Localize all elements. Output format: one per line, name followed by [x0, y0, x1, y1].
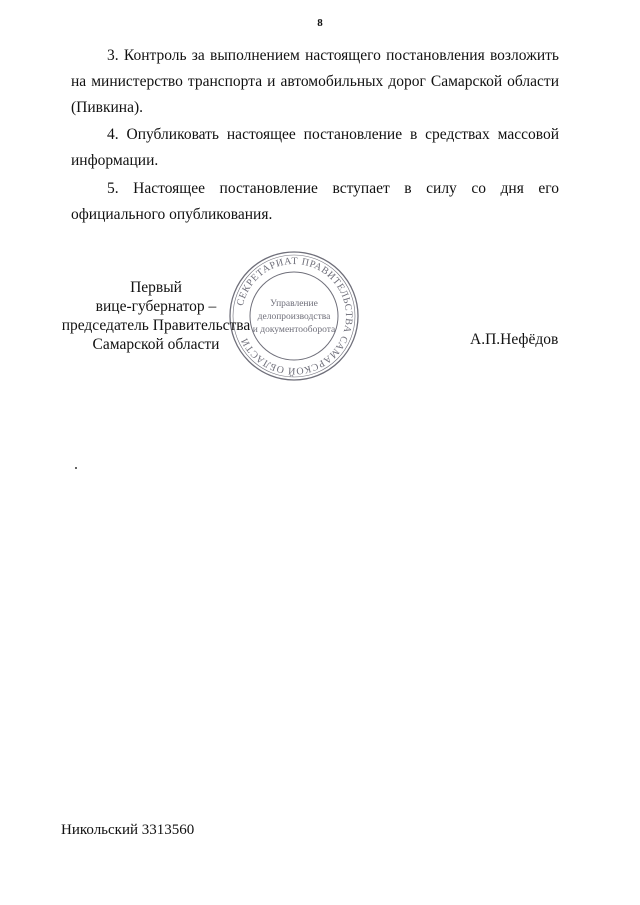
- paragraph-5: [71, 176, 559, 228]
- signer-title: [56, 278, 256, 354]
- signer-title-line: Самарской области: [92, 336, 220, 353]
- paragraph-line: информации.: [71, 152, 159, 169]
- seal-center-line: и документооборота: [252, 325, 336, 335]
- signer-title-line: вице-губернатор –: [95, 298, 217, 315]
- seal-center-line: Управление: [270, 299, 318, 309]
- seal-ring-text: СЕКРЕТАРИАТ ПРАВИТЕЛЬСТВА САМАРСКОЙ ОБЛАСТИ: [235, 255, 355, 377]
- paragraph-line: (Пивкина).: [71, 99, 144, 116]
- executor-note: Никольский 3313560: [61, 822, 195, 838]
- paragraph-line: 4. Опубликовать настоящее постановление в средствах массовой: [107, 126, 559, 143]
- signer-title-line: председатель Правительства: [61, 317, 251, 334]
- page-number: 8: [317, 17, 323, 29]
- paragraph-line: 5. Настоящее постановление вступает в силу со дня его: [107, 180, 559, 197]
- paragraph-3: [71, 43, 559, 121]
- signer-title-line: Первый: [130, 279, 182, 296]
- seal-center-line: делопроизводства: [257, 312, 331, 322]
- paragraph-line: официального опубликования.: [71, 206, 273, 223]
- scan-speck: [75, 467, 77, 469]
- signature-name: А.П.Нефёдов: [470, 331, 559, 348]
- paragraph-line: 3. Контроль за выполнением настоящего постановления возложить: [107, 47, 559, 64]
- paragraph-4: [71, 122, 559, 174]
- paragraph-line: на министерство транспорта и автомобильных дорог Самарской области: [71, 73, 559, 90]
